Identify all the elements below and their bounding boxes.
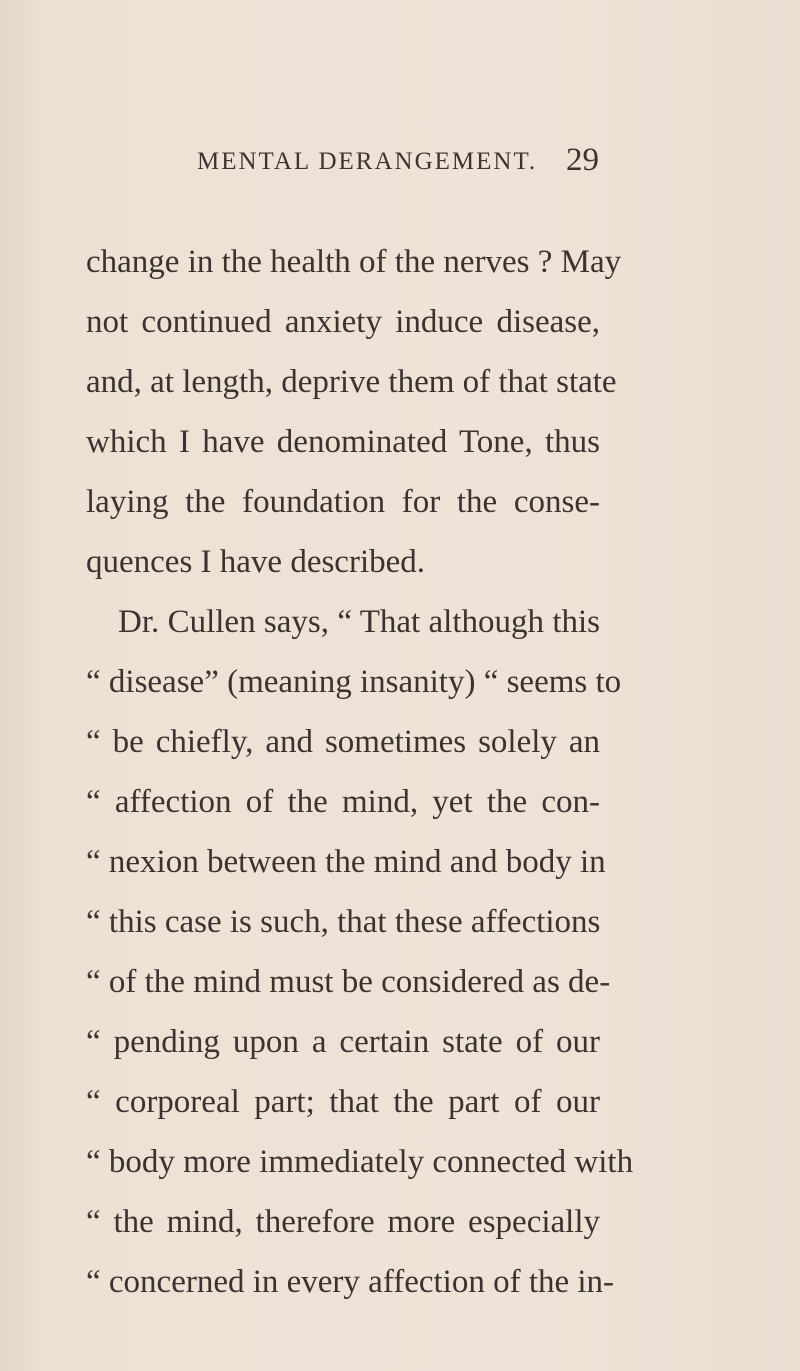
running-head — [197, 142, 607, 182]
text-line: change in the health of the nerves ? May — [86, 244, 622, 280]
text-line: “ concerned in every affection of the in- — [86, 1264, 615, 1300]
text-line: “ affection of the mind, yet the con- — [86, 784, 600, 820]
text-line: “ be chiefly, and sometimes solely an — [86, 724, 600, 760]
text-line: which I have denominated Tone, thus — [86, 424, 600, 460]
text-line: “ pending upon a certain state of our — [86, 1024, 600, 1060]
text-line: and, at length, deprive them of that state — [86, 364, 617, 400]
running-head-title: MENTAL DERANGEMENT. — [197, 148, 538, 175]
text-line: quences I have described. — [86, 544, 426, 580]
text-line: “ nexion between the mind and body in — [86, 844, 606, 880]
text-line: “ this case is such, that these affections — [86, 904, 601, 940]
page-number: 29 — [566, 142, 599, 178]
text-line: Dr. Cullen says, “ That although this — [118, 604, 600, 640]
text-line: laying the foundation for the conse- — [86, 484, 600, 520]
text-line: “ corporeal part; that the part of our — [86, 1084, 600, 1120]
text-line: not continued anxiety induce disease, — [86, 304, 600, 340]
text-line: “ disease” (meaning insanity) “ seems to — [86, 664, 622, 700]
text-line: “ body more immediately connected with — [86, 1144, 634, 1180]
text-line: “ the mind, therefore more especially — [86, 1204, 600, 1240]
text-line: “ of the mind must be considered as de- — [86, 964, 611, 1000]
